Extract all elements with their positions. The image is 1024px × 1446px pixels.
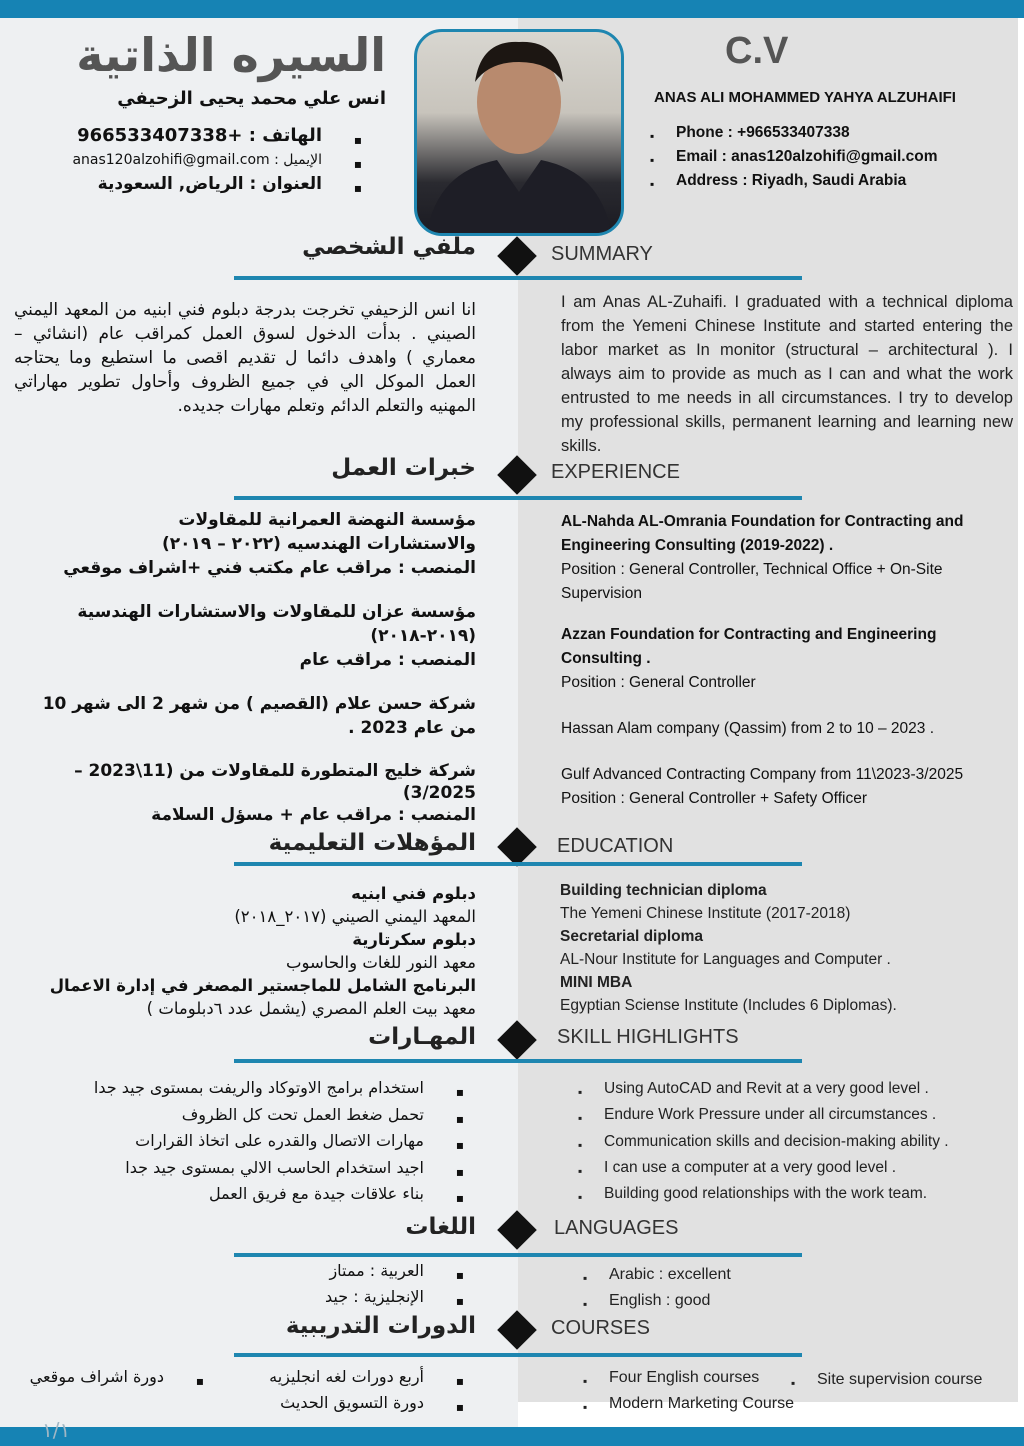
courses-list-ar — [269, 1364, 464, 1416]
education-list-ar — [0, 882, 476, 1020]
institute: Egyptian Sciense Institute (Includes 6 Diplomas). — [560, 997, 897, 1014]
divider — [234, 862, 802, 866]
degree: MINI MBA — [560, 974, 633, 991]
experience-list-en — [561, 510, 1016, 811]
arabic-contacts — [72, 124, 362, 196]
skill-item: ▪ Endure Work Pressure under all circumstances . — [560, 1102, 949, 1128]
experience-item — [561, 623, 1016, 695]
languages-list-en — [565, 1262, 731, 1314]
institute: The Yemeni Chinese Institute (2017-2018) — [560, 905, 851, 922]
position: المنصب : مراقب عام + مسؤل السلامة — [151, 805, 476, 825]
divider — [234, 276, 802, 280]
skill-item: ▪ تحمل ضغط العمل تحت كل الظروف — [0, 1102, 464, 1129]
position: Position : General Controller, Technical Office + On-Site — [561, 561, 943, 578]
courses-list-en — [565, 1365, 794, 1417]
languages-list-ar — [325, 1258, 464, 1310]
language-item: ▪ English : good — [565, 1288, 731, 1314]
page-number: ١/١ — [42, 1418, 71, 1442]
skill-item: ▪ Communication skills and decision-making ability . — [560, 1129, 949, 1155]
course-item: ▪ Modern Marketing Course — [565, 1391, 794, 1417]
experience-item — [561, 510, 1016, 606]
company: مؤسسة النهضة العمرانية للمقاولات — [178, 510, 476, 530]
education-heading-ar: المؤهلات التعليمية — [268, 830, 476, 856]
degree: البرنامج الشامل للماجستير المصغر في إدارة الاعمال — [49, 976, 476, 995]
arabic-name: انس علي محمد يحيى الزحيفي — [117, 88, 386, 109]
course-item: ▪ دورة اشراف موقعي — [30, 1364, 204, 1390]
skill-item: ▪ استخدام برامج الاوتوكاد والريفت بمستوى جيد جدا — [0, 1075, 464, 1102]
position: المنصب : مراقب عام — [299, 650, 476, 670]
company-detail: 3/2025) — [402, 783, 476, 803]
company: Azzan Foundation for Contracting and Engineering — [561, 626, 937, 643]
education-list-en — [560, 879, 897, 1017]
skill-item: ▪ Building good relationships with the work team. — [560, 1181, 949, 1207]
skills-heading-ar: المهـارات — [368, 1024, 476, 1050]
company: شركة حسن علام (القصيم ) من شهر 2 الى شهر 10 — [42, 694, 476, 714]
courses-heading-en: COURSES — [551, 1317, 650, 1339]
languages-heading-ar: اللغات — [405, 1214, 476, 1240]
bottom-bar — [0, 1427, 1024, 1446]
divider — [234, 1353, 802, 1357]
course-item: ▪ Four English courses — [565, 1365, 794, 1391]
english-name: ANAS ALI MOHAMMED YAHYA ALZUHAIFI — [654, 89, 956, 106]
courses-list-en-2 — [773, 1367, 982, 1393]
english-contacts — [632, 121, 937, 193]
arabic-email: ▪ الإيميل : anas120alzohifi@gmail.com — [72, 148, 362, 172]
english-address: ▪ Address : Riyadh, Saudi Arabia — [632, 169, 937, 193]
summary-text-en: I am Anas AL-Zuhaifi. I graduated with a technical diploma from the Yemeni Chinese Institute and started entering the labor market as In monitor (structural – architectural ). I always aim to provide as much as I can and what the work entrusted to me needs in all circumstances. I try to develop my professional skills, permanent learning and learning new skills. — [561, 293, 1013, 455]
skill-item: ▪ اجيد استخدام الحاسب الالي بمستوى جيد جدا — [0, 1155, 464, 1182]
summary-heading-en: SUMMARY — [551, 243, 653, 265]
skill-item: ▪ Using AutoCAD and Revit at a very good level . — [560, 1076, 949, 1102]
experience-item — [561, 763, 1016, 811]
languages-heading-en: LANGUAGES — [554, 1217, 679, 1239]
top-bar — [0, 0, 1024, 18]
company: شركة خليج المتطورة للمقاولات من (11\2023 – — [74, 761, 476, 781]
course-item: ▪ دورة التسويق الحديث — [269, 1390, 464, 1416]
language-item: ▪ الإنجليزية : جيد — [325, 1284, 464, 1310]
experience-item — [0, 692, 476, 740]
divider — [234, 1253, 802, 1257]
skill-item: ▪ I can use a computer at a very good level . — [560, 1155, 949, 1181]
divider — [234, 1059, 802, 1063]
arabic-phone: ▪ الهاتف : +966533407338 — [72, 124, 362, 148]
skill-item: ▪ مهارات الاتصال والقدره على اتخاذ القرارات — [0, 1128, 464, 1155]
position: Position : General Controller + Safety Officer — [561, 790, 867, 807]
summary-heading-ar: ملفي الشخصي — [302, 234, 476, 260]
skills-heading-en: SKILL HIGHLIGHTS — [557, 1026, 739, 1048]
courses-list-ar-2 — [30, 1364, 204, 1390]
degree: دبلوم سكرتارية — [352, 930, 476, 949]
company-detail: Consulting . — [561, 650, 651, 667]
company-detail: Engineering Consulting (2019-2022) . — [561, 537, 834, 554]
company-detail: من عام 2023 . — [348, 718, 476, 738]
company-detail: (٢٠١٩-٢٠١٨) — [370, 626, 476, 646]
institute: المعهد اليمني الصيني (٢٠١٧_٢٠١٨) — [234, 907, 476, 926]
degree: Building technician diploma — [560, 882, 767, 899]
company: AL-Nahda AL-Omrania Foundation for Contracting and — [561, 513, 964, 530]
english-title: C.V — [725, 30, 789, 72]
profile-photo — [414, 29, 624, 236]
summary-text-ar: انا انس الزحيفي تخرجت بدرجة دبلوم فني ابنيه من المعهد اليمني الصيني . بدأت الدخول لسوق العمل كمراقب عام (انشائي – معماري ) واهدف دائما ل تقديم اقصى ما استطيع وما يحتاجه العمل الموكل الي في جميع الظروف وأحاول تطوير مهاراتي المهنيه والتعلم الدائم وتعلم مهارات جديده. — [14, 300, 476, 416]
experience-item — [0, 508, 476, 580]
institute: معهد بيت العلم المصري (يشمل عدد ٦دبلومات ) — [146, 999, 476, 1018]
language-item: ▪ Arabic : excellent — [565, 1262, 731, 1288]
company: Hassan Alam company (Qassim) from 2 to 10 – 2023 . — [561, 720, 935, 737]
company-detail: والاستشارات الهندسيه (٢٠٢٢ – ٢٠١٩) — [161, 534, 476, 554]
education-heading-en: EDUCATION — [557, 835, 674, 857]
experience-heading-ar: خبرات العمل — [331, 455, 476, 481]
experience-item — [0, 600, 476, 672]
position: المنصب : مراقب عام مكتب فني +اشراف موقعي — [63, 558, 476, 578]
person-portrait-icon — [417, 32, 621, 233]
experience-item — [0, 760, 476, 826]
skills-list-ar — [0, 1075, 464, 1208]
company: مؤسسة عزان للمقاولات والاستشارات الهندسية — [77, 602, 476, 622]
institute: AL-Nour Institute for Languages and Computer . — [560, 951, 891, 968]
course-item: ▪ Site supervision course — [773, 1367, 982, 1393]
experience-heading-en: EXPERIENCE — [551, 461, 680, 483]
experience-item — [561, 717, 1016, 741]
course-item: ▪ أربع دورات لغه انجليزيه — [269, 1364, 464, 1390]
company: Gulf Advanced Contracting Company from 11\2023-3/2025 — [561, 766, 964, 783]
language-item: ▪ العربية : ممتاز — [325, 1258, 464, 1284]
arabic-title: السيره الذاتية — [76, 28, 386, 82]
experience-list-ar — [0, 508, 476, 826]
skill-item: ▪ بناء علاقات جيدة مع فريق العمل — [0, 1181, 464, 1208]
position-detail: Supervision — [561, 585, 642, 602]
skills-list-en — [560, 1076, 949, 1207]
divider — [234, 496, 802, 500]
english-email: ▪ Email : anas120alzohifi@gmail.com — [632, 145, 937, 169]
degree: دبلوم فني ابنيه — [351, 884, 476, 903]
degree: Secretarial diploma — [560, 928, 704, 945]
institute: معهد النور للغات والحاسوب — [285, 953, 476, 972]
courses-heading-ar: الدورات التدريبية — [285, 1313, 476, 1339]
arabic-address: ▪ العنوان : الرياض, السعودية — [72, 172, 362, 196]
english-phone: ▪ Phone : +966533407338 — [632, 121, 937, 145]
position: Position : General Controller — [561, 674, 756, 691]
